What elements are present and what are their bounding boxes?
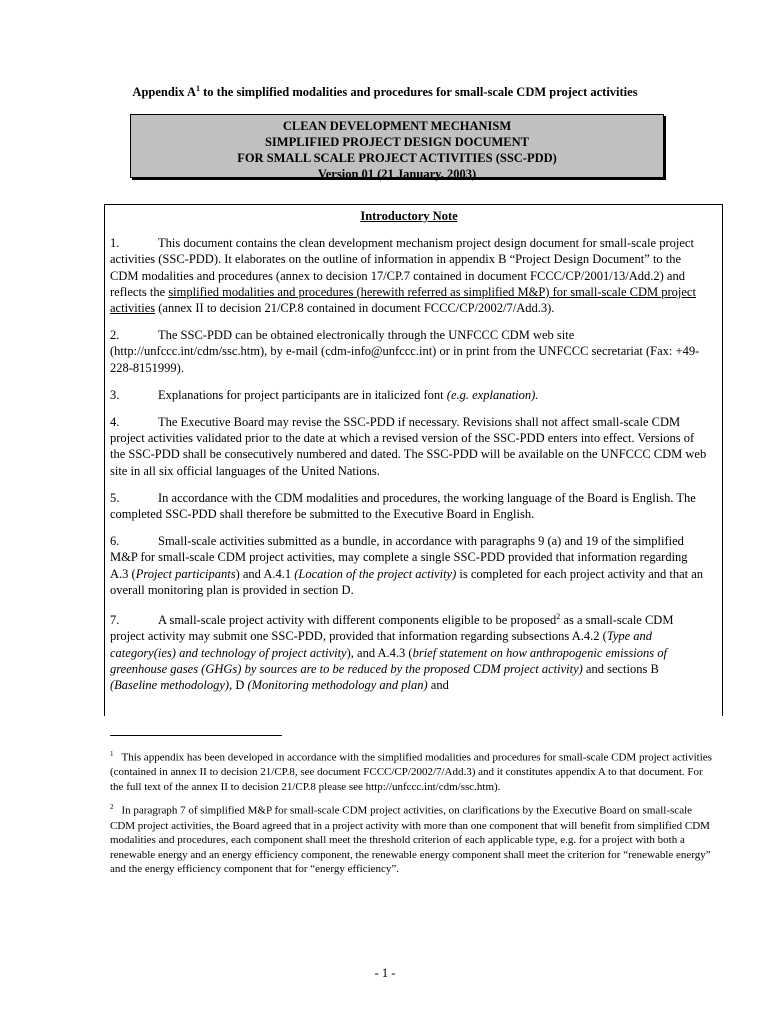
document-header-box (130, 114, 664, 181)
header-line-2: SIMPLIFIED PROJECT DESIGN DOCUMENT (264, 135, 530, 149)
paragraph-7: 7. A small-scale project activity with different components eligible to be proposed$^2$ as a small-scale CDM project activity may submit one SSC-PDD, provided that information regarding subsections A.4.2 (Type and category(ies) and technology of project activity), and A.4.3 (brief statement on how anthropogenic emissions of greenhouse gases (GHGs) by sources are to be reduced by the proposed CDM project activity) and sections B (Baseline methodology), D (Monitoring methodology and plan) and (110, 612, 674, 693)
paragraph-6: 6. Small-scale activities submitted as a bundle, in accordance with paragraphs 9 (a) and 19 of the simplified M&P for small-scale CDM project activities, may complete a single SSC-PDD provided that information regarding A.3 (Project participants) and A.4.1 (Location of the project activity) is completed for each project activity and that an overall monitoring plan is provided in section D. (110, 534, 704, 597)
header-line-1: CLEAN DEVELOPMENT MECHANISM (282, 119, 512, 133)
footnote-1: $^1$ This appendix has been developed in accordance with the simplified modalities and procedures for small-scale CDM project activities (contained in annex II to decision 21/CP.8, see document FCCC/CP/2002/7/Add.3) and it constitutes appendix A to that document. For the full text of the annex II to decision 21/CP.8 please see http://unfccc.int/cdm/ssc.htm). (110, 750, 712, 793)
header-version: Version 01 (21 January, 2003) (317, 167, 477, 181)
header-line-3: FOR SMALL SCALE PROJECT ACTIVITIES (SSC-PDD) (237, 151, 557, 165)
introductory-note-box (104, 204, 723, 716)
introductory-note-heading: Introductory Note (360, 209, 458, 223)
footnote-2: $^2$ In paragraph 7 of simplified M&P for small-scale CDM project activities, on clarifications by the Executive Board on small-scale CDM project activities, the Board agreed that in a project activity with more than one component that will benefit from simplified CDM modalities and procedures, each component shall meet the threshold criterion of each applicable type, e.g. for a project with both a renewable energy and an energy efficiency component, the renewable energy component shall meet the criterion for “renewable energy” and the energy efficiency component that for “energy efficiency”. (110, 803, 711, 876)
page-number: - 1 - (374, 966, 396, 980)
paragraph-5: 5. In accordance with the CDM modalities and procedures, the working language of the Board is English. The completed SSC-PDD shall therefore be submitted to the Executive Board in English. (110, 490, 696, 522)
footnote-separator (110, 735, 282, 736)
paragraph-2: 2. The SSC-PDD can be obtained electronically through the UNFCCC CDM web site (http://unfccc.int/cdm/ssc.htm), by e-mail (cdm-info@unfccc.int) or in print from the UNFCCC secretariat (Fax: +49-228-8151999). (110, 328, 700, 375)
paragraph-3: 3. Explanations for project participants are in italicized font (e.g. explanation). (110, 387, 539, 402)
document-title: Appendix $A^1$ to the simplified modalities and procedures for small-scale CDM project activities (132, 84, 638, 100)
footnotes (110, 747, 715, 883)
paragraph-4: 4. The Executive Board may revise the SSC-PDD if necessary. Revisions shall not affect small-scale CDM project activities validated prior to the date at which a revised version of the SSC-PDD enters into effect. Versions of the SSC-PDD shall be consecutively numbered and dated. The SSC-PDD will be available on the UNFCCC CDM web site in all six official languages of the United Nations. (110, 415, 707, 478)
paragraph-1: 1. This document contains the clean development mechanism project design document for small-scale project activities (SSC-PDD). It elaborates on the outline of information in appendix B “Project Design Document” to the CDM modalities and procedures (annex to decision 17/CP.7 contained in document FCCC/CP/2001/13/Add.2) and reflects the simplified modalities and procedures (herewith referred as simplified M&P) for small-scale CDM project activities (annex II to decision 21/CP.8 contained in document FCCC/CP/2002/7/Add.3). (110, 236, 696, 316)
